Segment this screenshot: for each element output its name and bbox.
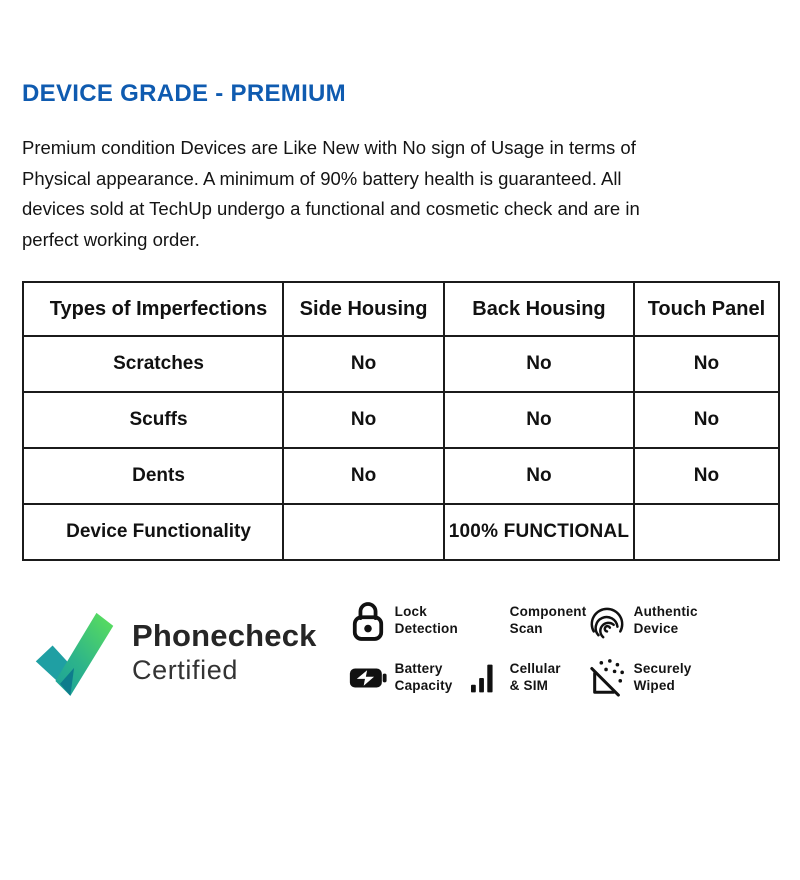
table-row [23, 504, 779, 560]
cell-value: No [444, 336, 634, 392]
cell-value: No [634, 392, 779, 448]
lock-icon [349, 600, 387, 642]
feature-authentic-device [588, 600, 698, 642]
cell-value: No [283, 392, 444, 448]
feature-label: Cellular & SIM [509, 661, 561, 693]
feature-lock-detection [349, 600, 464, 642]
feature-label: Component Scan [509, 604, 587, 636]
battery-icon [349, 665, 387, 691]
row-label: Dents [23, 448, 283, 504]
feature-component-scan [464, 600, 588, 642]
phonecheck-logo-text [132, 617, 317, 687]
certification-features [349, 600, 698, 698]
fingerprint-icon [588, 600, 626, 642]
product-description-page [0, 80, 800, 880]
feature-battery-capacity [349, 658, 464, 698]
feature-cellular-sim [464, 658, 588, 698]
checkmark-icon [33, 608, 117, 698]
cell-value: No [634, 448, 779, 504]
page-title: DEVICE GRADE - PREMIUM [22, 80, 346, 107]
functional-status: 100% FUNCTIONAL [444, 504, 634, 560]
header-back-housing: Back Housing [444, 282, 634, 336]
feature-securely-wiped [588, 658, 698, 698]
row-label: Scratches [23, 336, 283, 392]
signal-bars-icon [464, 663, 502, 694]
cell-value: No [283, 448, 444, 504]
table-header-row [23, 282, 779, 336]
cell-value [634, 504, 779, 560]
cell-value: No [444, 448, 634, 504]
certification-section [33, 598, 800, 698]
imperfections-table [22, 281, 780, 561]
table-row [23, 392, 779, 448]
logo-brand: Phonecheck [132, 617, 317, 653]
header-touch-panel: Touch Panel [634, 282, 779, 336]
feature-label: Battery Capacity [394, 661, 453, 693]
feature-label: Authentic Device [633, 604, 698, 636]
cell-value [283, 504, 444, 560]
cell-value: No [283, 336, 444, 392]
phonecheck-logo [33, 608, 317, 698]
row-label: Device Functionality [23, 504, 283, 560]
table-row [23, 448, 779, 504]
feature-label: Securely Wiped [633, 661, 692, 693]
row-label: Scuffs [23, 392, 283, 448]
feature-label: Lock Detection [394, 604, 458, 636]
description-text: Premium condition Devices are Like New with No sign of Usage in terms of Physical appearance. A minimum of 90% battery health is guaranteed. All devices sold at TechUp undergo a functional and cosmetic check and are in perfect working order. [22, 137, 640, 250]
logo-subtitle: Certified [132, 655, 238, 686]
header-types-of-imperfections: Types of Imperfections [23, 282, 283, 336]
cell-value: No [444, 392, 634, 448]
cell-value: No [634, 336, 779, 392]
wipe-icon [588, 658, 626, 698]
table-row [23, 336, 779, 392]
header-side-housing: Side Housing [283, 282, 444, 336]
